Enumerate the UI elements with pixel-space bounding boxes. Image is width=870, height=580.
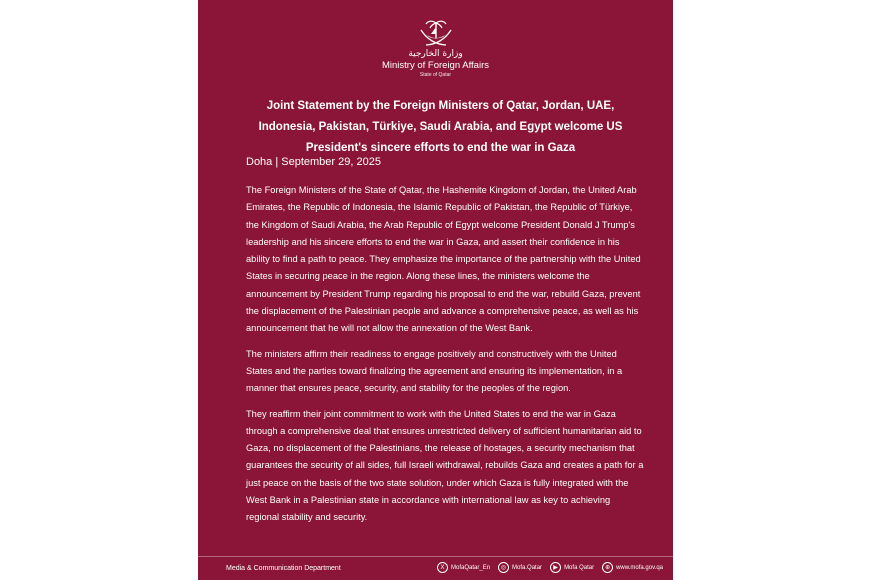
ministry-arabic-name: وزارة الخارجية bbox=[408, 49, 463, 59]
statement-document bbox=[198, 0, 673, 580]
qatar-emblem-icon bbox=[416, 18, 456, 48]
ministry-name: Ministry of Foreign Affairs bbox=[381, 60, 489, 71]
footer-divider bbox=[198, 556, 673, 557]
social-handle: Mofa.Qatar bbox=[512, 564, 543, 571]
social-handle: www.mofa.gov.qa bbox=[616, 564, 663, 571]
social-handle: Mofa Qatar bbox=[564, 564, 595, 571]
ministry-logo bbox=[198, 18, 673, 78]
social-link-youtube[interactable] bbox=[550, 562, 594, 573]
social-link-x[interactable] bbox=[437, 562, 490, 573]
statement-body bbox=[246, 182, 645, 535]
state-name: State of Qatar bbox=[419, 72, 452, 78]
social-link-website[interactable] bbox=[602, 562, 663, 573]
statement-title: Joint Statement by the Foreign Ministers of Qatar, Jordan, UAE, Indonesia, Pakistan, Türkiye, Saudi Arabia, and Egypt welcome US President's sincere efforts to end the war in Gaza bbox=[258, 100, 623, 154]
dateline: Doha | September 29, 2025 bbox=[246, 156, 381, 168]
x-icon: X bbox=[437, 562, 448, 573]
youtube-icon: ▶ bbox=[550, 562, 561, 573]
paragraph: The Foreign Ministers of the State of Qatar, the Hashemite Kingdom of Jordan, the United Arab Emirates, the Republic of Indonesia, the Islamic Republic of Pakistan, the Republic of Türkiye, the Kingdom of Saudi Arabia, the Arab Republic of Egypt welcome President Donald J Trump's leadership and his sincere efforts to end the war in Gaza, and assert their confidence in his ability to find a path to peace. They emphasize the importance of the partnership with the United States in securing peace in the region. Along these lines, the ministers welcome the announcement by President Trump regarding his proposal to end the war, rebuild Gaza, prevent the displacement of the Palestinian people and advance a comprehensive peace, as well as his announcement that he will not allow the annexation of the West Bank. bbox=[246, 185, 641, 334]
instagram-icon: ◎ bbox=[498, 562, 509, 573]
footer bbox=[198, 562, 673, 578]
paragraph: They reaffirm their joint commitment to work with the United States to end the war in Gaza through a comprehensive deal that ensures unrestricted delivery of sufficient humanitarian aid to Gaza, no displacement of the Palestinians, the release of hostages, a security mechanism that guarantees the security of all sides, full Israeli withdrawal, rebuilds Gaza and creates a path for a just peace on the basis of the two state solution, under which Gaza is fully integrated with the West Bank in a Palestinian state in accordance with international law as key to achieving regional stability and security. bbox=[246, 408, 644, 523]
paragraph: The ministers affirm their readiness to engage positively and constructively with the United States and the parties toward finalizing the agreement and ensuring its implementation, in a manner that ensures peace, security, and stability for the peoples of the region. bbox=[246, 348, 623, 394]
social-handle: MofaQatar_En bbox=[451, 564, 491, 571]
department-label: Media & Communication Department bbox=[226, 565, 341, 572]
social-link-instagram[interactable] bbox=[498, 562, 542, 573]
web-icon: ⊕ bbox=[602, 562, 613, 573]
social-links bbox=[437, 562, 663, 573]
